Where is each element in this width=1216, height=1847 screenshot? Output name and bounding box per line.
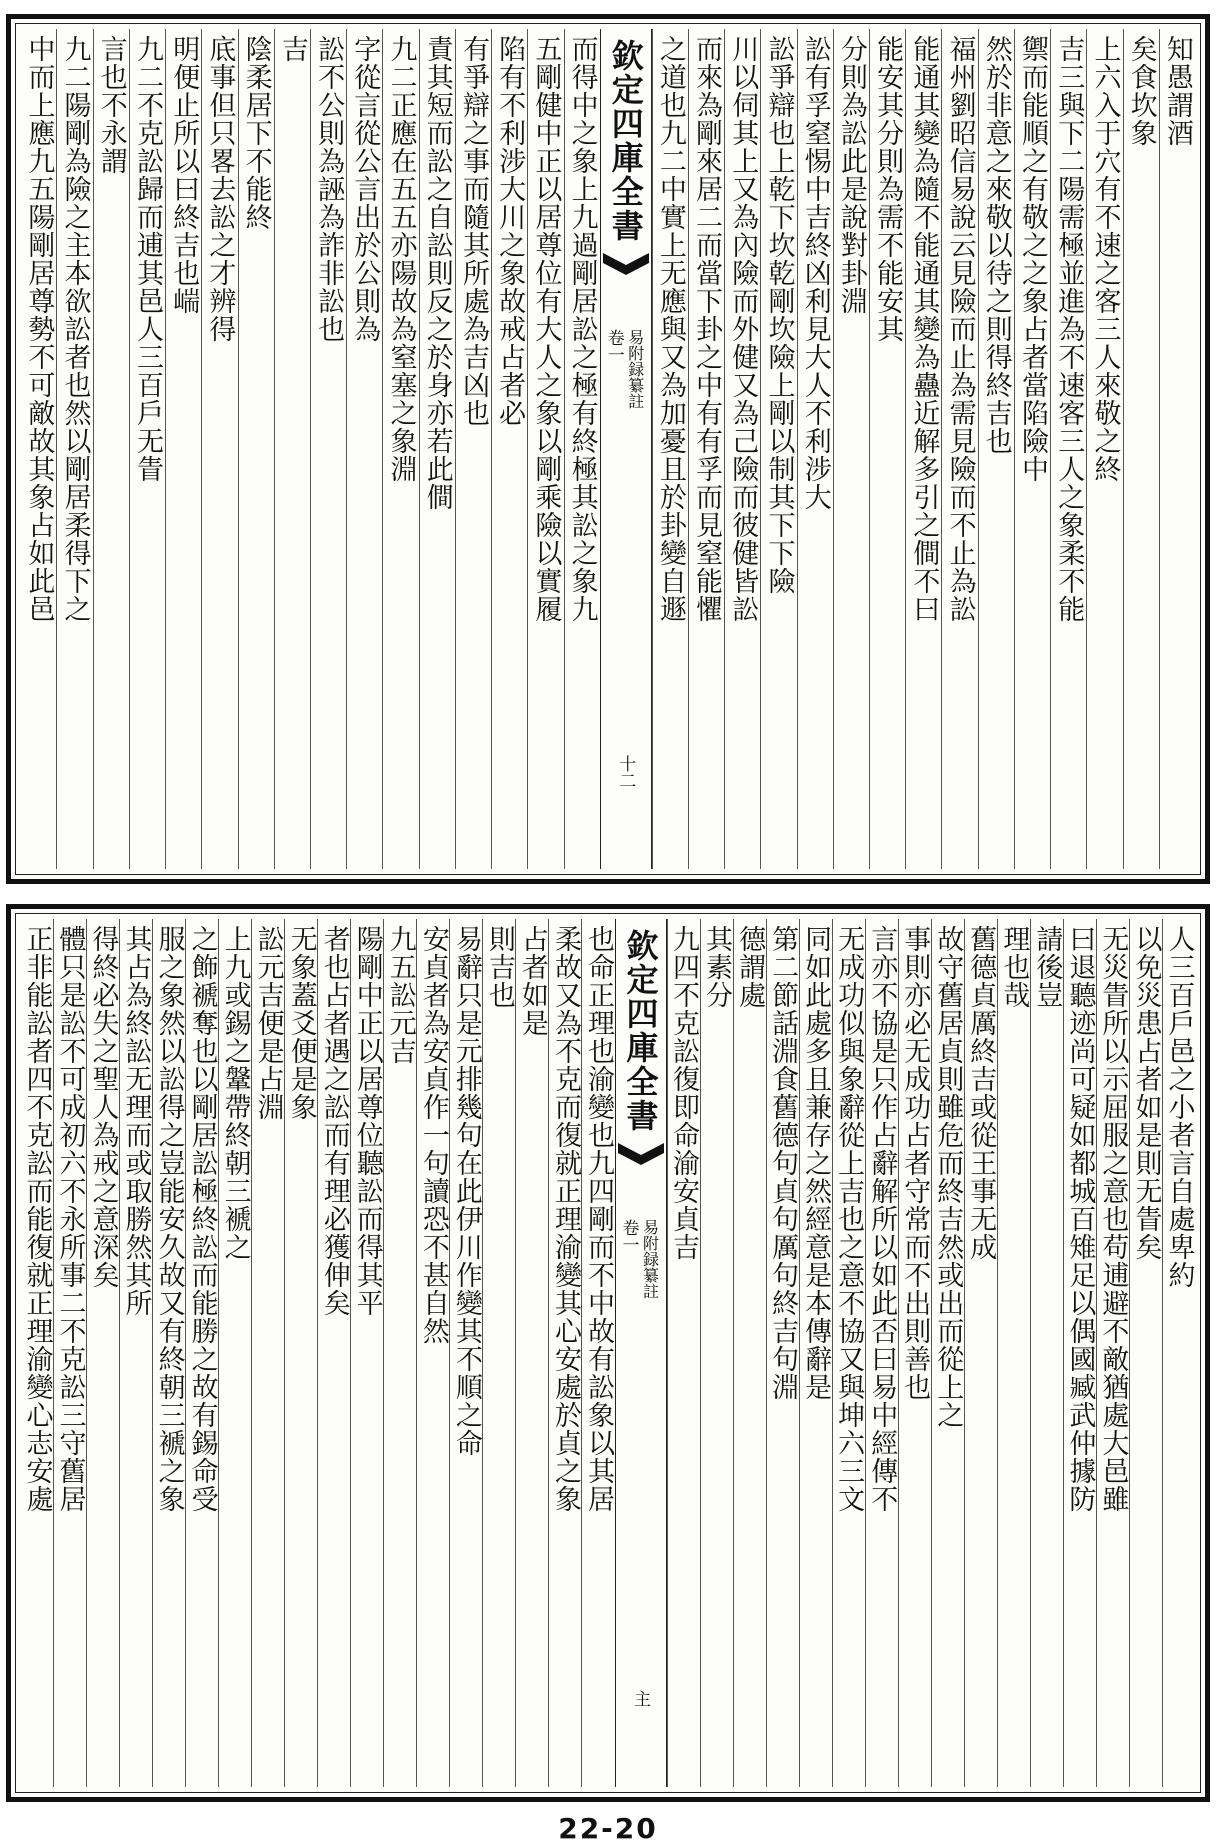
column-text: 則吉也 [483, 925, 515, 1009]
classic-text: 吉 [276, 35, 308, 63]
text-column [350, 919, 383, 1787]
column-text: 訟元吉便是占淵 [252, 925, 284, 1121]
column-text: 故守舊居貞則雖危而終吉然或出而從上之 [932, 925, 964, 1429]
column-text: 矣食坎象 [1125, 35, 1157, 147]
column-text: 言也不永謂 [95, 35, 127, 175]
text-column [964, 919, 997, 1787]
book-title: 易附録纂註 [625, 329, 645, 409]
text-column [1123, 29, 1159, 869]
column-text: 人三百戶邑之小者言自處卑約 [1163, 925, 1195, 1289]
text-column [129, 29, 165, 869]
text-column [832, 919, 865, 1787]
column-text: 訟爭辯也上乾下坎乾剛坎險上剛以制其下下險 [763, 35, 795, 595]
text-column [652, 29, 688, 869]
library-title: 欽定四庫全書 [621, 929, 660, 1133]
text-column [515, 919, 548, 1787]
text-column [274, 29, 310, 869]
column-text: 曰退聽迹尚可疑如都城百雉足以偶國臧武仲據防 [1064, 925, 1096, 1513]
column-text: 其素分 [701, 925, 733, 1009]
classic-text: 訟有孚窒惕中吉終凶利見大人不利涉大 [799, 35, 831, 511]
column-text: 禦而能順之有敬之之象占者當陷險中 [1017, 35, 1049, 483]
text-column [978, 29, 1014, 869]
text-column [93, 29, 129, 869]
text-column [1096, 919, 1129, 1787]
classic-text: 九四不克訟復即命渝安貞吉 [668, 925, 700, 1261]
column-text: 事則亦必无成功占者守常而不出則善也 [899, 925, 931, 1401]
column-text: 九二正應在五五亦陽故為窒塞之象淵 [385, 35, 417, 483]
lower-columns [21, 919, 1195, 1787]
column-text: 服之象然以訟得之豈能安久故又有終朝三褫之象 [153, 925, 185, 1513]
text-column [1063, 919, 1096, 1787]
text-column [317, 919, 350, 1787]
text-column [382, 29, 418, 869]
text-column [766, 919, 799, 1787]
library-title: 欽定四庫全書 [606, 39, 645, 243]
text-column [1030, 919, 1063, 1787]
column-text: 底事但只畧去訟之才辨得 [204, 35, 236, 343]
text-column [997, 919, 1030, 1787]
text-column [201, 29, 237, 869]
column-text: 福州劉昭信易說云見險而止為需見險而不止為訟 [944, 35, 976, 623]
center-fold [600, 29, 652, 869]
column-text: 以免災患占者如是則无眚矣 [1130, 925, 1162, 1261]
column-text: 而來為剛來居二而當下卦之中有有孚而見窒能懼 [691, 35, 723, 623]
text-column [688, 29, 724, 869]
column-text: 能通其變為隨不能通其變為蠱近解多引之僴不曰 [908, 35, 940, 623]
column-text: 中而上應九五陽剛居尊勢不可敵故其象占如此邑 [23, 35, 55, 623]
text-column [1086, 29, 1122, 869]
text-column [119, 919, 152, 1787]
column-text: 得終必失之聖人為戒之意深矣 [87, 925, 119, 1289]
column-text: 陽剛中正以居尊位聽訟而得其平 [351, 925, 383, 1317]
fish-tail-icon [603, 251, 649, 279]
text-column [416, 919, 449, 1787]
column-text: 德謂處 [734, 925, 766, 1009]
column-text: 理也哉 [998, 925, 1030, 1009]
text-column [733, 919, 766, 1787]
column-text: 然於非意之來敬以待之則得終吉也 [980, 35, 1012, 455]
page-number: 22-20 [558, 1812, 658, 1845]
text-column [898, 919, 931, 1787]
column-text: 能安其分則為需不能安其 [872, 35, 904, 343]
column-text: 同如此處多且兼存之然經意是本傳辭是 [800, 925, 832, 1401]
text-column [1129, 919, 1162, 1787]
column-text: 陰柔居下不能終 [240, 35, 272, 231]
text-column [491, 29, 527, 869]
text-column [251, 919, 284, 1787]
column-text: 柔故又為不克而復就正理渝變其心安處於貞之象 [549, 925, 581, 1513]
column-text: 責其短而訟之自訟則反之於身亦若此僴 [421, 35, 453, 511]
text-column [564, 29, 600, 869]
column-text: 川以伺其上又為內險而外健又為己險而彼健皆訟 [727, 35, 759, 623]
column-text: 分則為訟此是說對卦淵 [835, 35, 867, 315]
book-title: 易附録纂註 [640, 1219, 660, 1299]
column-text: 第二節話淵食舊德句貞句厲句終吉句淵 [767, 925, 799, 1401]
text-column [86, 919, 119, 1787]
classic-text: 上六入于穴有不速之客三人來敬之終 [1089, 35, 1121, 483]
center-fold [615, 919, 667, 1787]
column-text: 易辭只是元排幾句在此伊川作變其不順之命 [450, 925, 482, 1457]
text-column [760, 29, 796, 869]
text-column [21, 919, 53, 1787]
upper-page [6, 14, 1210, 884]
text-column [527, 29, 563, 869]
text-column [185, 919, 218, 1787]
column-text: 陷有不利涉大川之象故戒占者必 [494, 35, 526, 427]
column-text: 五剛健中正以居尊位有大人之象以剛乘險以實履 [530, 35, 562, 623]
text-column [218, 919, 251, 1787]
text-column [724, 29, 760, 869]
text-column [455, 29, 491, 869]
classic-text: 九五訟元吉 [384, 925, 416, 1065]
text-column [865, 919, 898, 1787]
classic-text: 九二不克訟歸而逋其邑人三百戶无眚 [131, 35, 163, 483]
text-column [383, 919, 416, 1787]
volume-label: 卷一 [603, 329, 624, 363]
column-text: 之飾褫奪也以剛居訟極終訟而能勝之故有錫命受 [186, 925, 218, 1513]
fish-tail-icon [618, 1141, 664, 1169]
text-column [869, 29, 905, 869]
lower-page [6, 904, 1210, 1802]
column-text: 者也占者遇之訟而有理必獲伸矣 [318, 925, 350, 1317]
column-text: 訟不公則為誣為詐非訟也 [313, 35, 345, 343]
text-column [548, 919, 581, 1787]
text-column [346, 29, 382, 869]
column-text: 明便止所以曰終吉也㟨 [168, 35, 200, 315]
column-text: 其占為終訟无理而或取勝然其所 [120, 925, 152, 1317]
text-column [941, 29, 977, 869]
column-text: 而得中之象上九過剛居訟之極有終極其訟之象九 [566, 35, 598, 623]
text-column [152, 919, 185, 1787]
text-column [1162, 919, 1195, 1787]
column-text: 言亦不協是只作占辭解所以如此否曰易中經傳不 [866, 925, 898, 1513]
classic-text: 舊德貞厲終吉或從王事无成 [965, 925, 997, 1261]
column-text: 也命正理也渝變也九四剛而不中故有訟象以其居 [582, 925, 614, 1513]
text-column [833, 29, 869, 869]
column-text: 吉三與下二陽需極並進為不速客三人之象柔不能 [1053, 35, 1085, 623]
text-column [1014, 29, 1050, 869]
column-text: 之道也九二中實上无應與又為加憂且於卦變自遯 [654, 35, 686, 623]
text-column [700, 919, 733, 1787]
text-column [56, 29, 92, 869]
text-column [21, 29, 56, 869]
column-text: 无災眚所以示屈服之意也苟逋避不敵猶處大邑雖 [1097, 925, 1129, 1513]
column-text: 安貞者為安貞作一句讀恐不甚自然 [417, 925, 449, 1345]
upper-columns [21, 29, 1195, 869]
text-column [799, 919, 832, 1787]
column-text: 无象蓋爻便是象 [285, 925, 317, 1121]
text-column [581, 919, 614, 1787]
column-text: 請後豈 [1031, 925, 1063, 1009]
text-column [1159, 29, 1195, 869]
text-column [165, 29, 201, 869]
column-text: 无成功似與象辭從上吉也之意不協又與坤六三文 [833, 925, 865, 1513]
text-column [482, 919, 515, 1787]
leaf-number: 主 [630, 1690, 650, 1707]
column-text: 有爭辯之事而隨其所處為吉凶也 [457, 35, 489, 427]
leaf-number: 十二 [615, 755, 636, 789]
volume-label: 卷一 [618, 1219, 639, 1253]
text-column [310, 29, 346, 869]
text-column [667, 919, 700, 1787]
column-text: 占者如是 [516, 925, 548, 1037]
text-column [419, 29, 455, 869]
column-text: 字從言從公言出於公則為 [349, 35, 381, 343]
text-column [53, 919, 86, 1787]
column-text: 體只是訟不可成初六不永所事二不克訟三守舊居 [54, 925, 86, 1513]
column-text: 九二陽剛為險之主本欲訟者也然以剛居柔得下之 [59, 35, 91, 623]
text-column [1050, 29, 1086, 869]
text-column [449, 919, 482, 1787]
text-column [238, 29, 274, 869]
text-column [905, 29, 941, 869]
classic-text: 上九或錫之鞶帶終朝三褫之 [219, 925, 251, 1261]
text-column [931, 919, 964, 1787]
column-text: 知愚謂酒 [1161, 35, 1193, 147]
text-column [797, 29, 833, 869]
text-column [284, 919, 317, 1787]
column-text: 正非能訟者四不克訟而能復就正理渝變心志安處 [21, 925, 53, 1513]
